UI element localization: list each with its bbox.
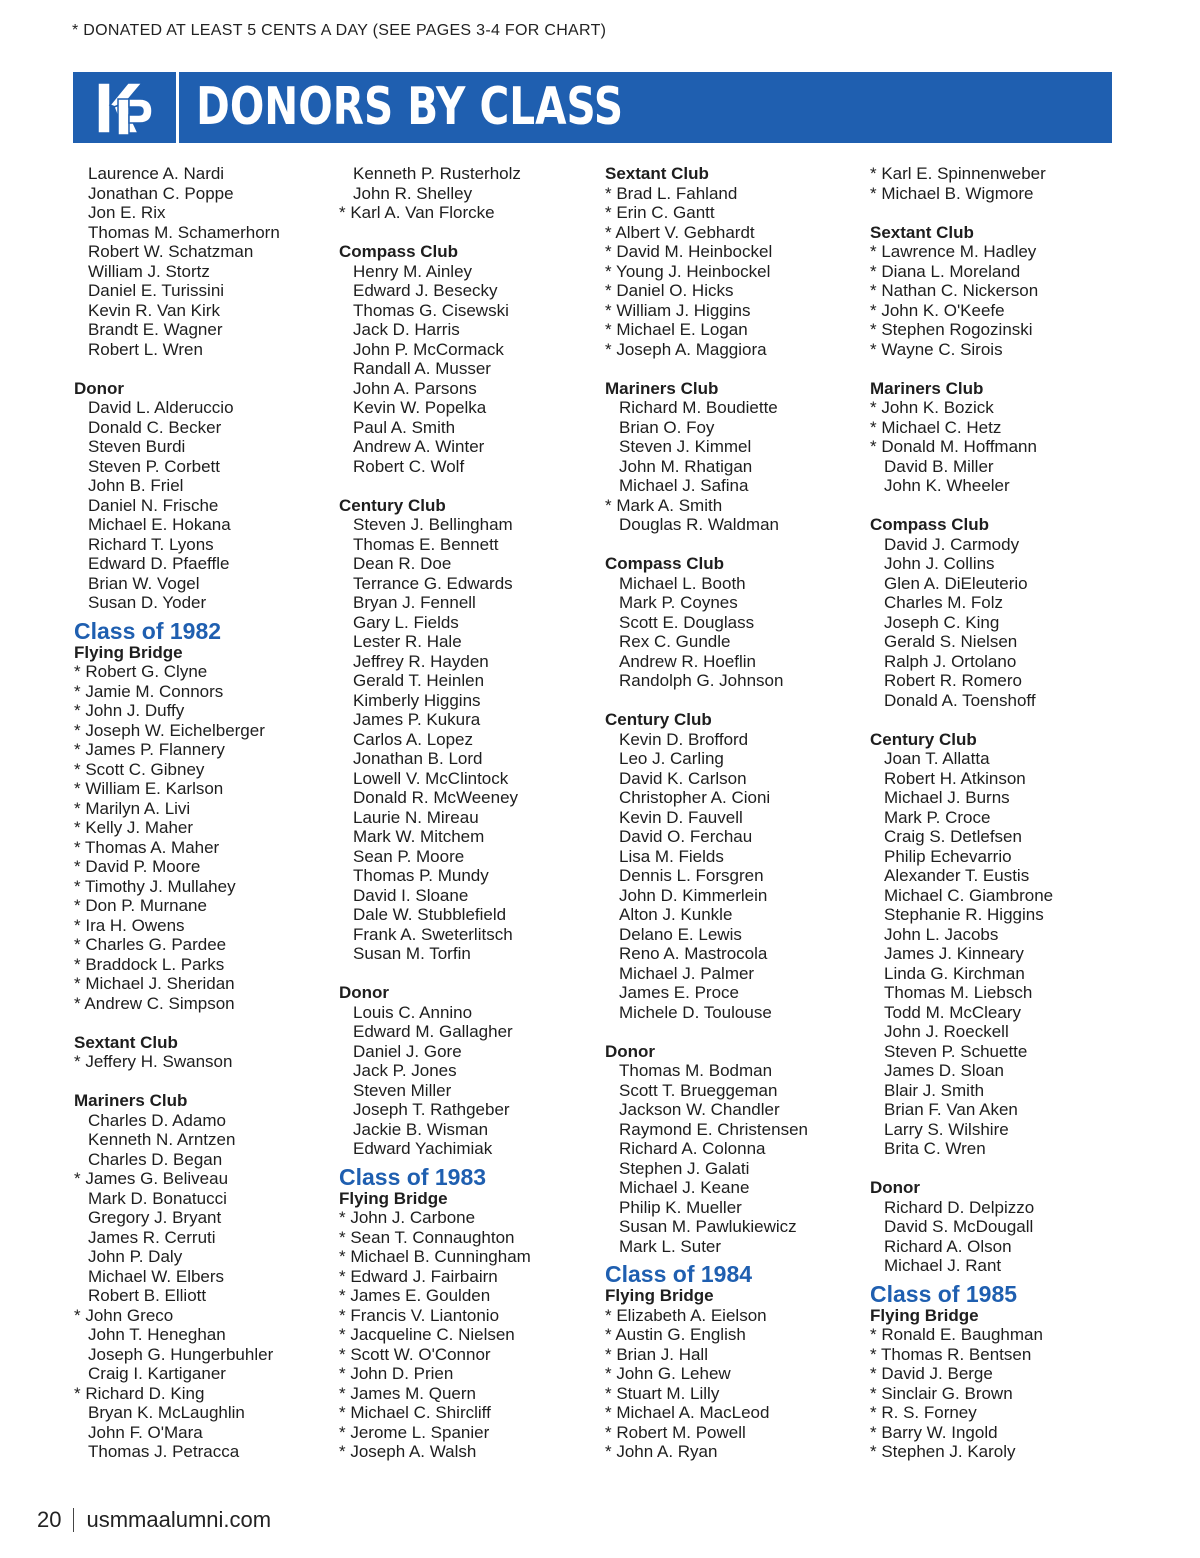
donor-name: Jonathan C. Poppe [88, 183, 234, 203]
donor-name: John T. Heneghan [88, 1325, 226, 1344]
donor-name: Laurie N. Mireau [353, 807, 479, 827]
page-title: DONORS BY CLASS [196, 77, 624, 137]
donor-name-starred: * Stuart M. Lilly [605, 1384, 863, 1404]
donor-name-starred: * Brad L. Fahland [605, 184, 863, 204]
donor-name-starred: * Robert G. Clyne [74, 662, 332, 682]
donor-name: Jack D. Harris [353, 320, 460, 339]
donor-name-starred: * Austin G. English [605, 1325, 863, 1345]
donor-name: Laurence A. Nardi [88, 164, 225, 183]
donor-name: John P. McCormack [353, 339, 504, 359]
donor-name: Robert H. Atkinson [884, 768, 1026, 788]
donor-name: Edward D. Pfaeffle [88, 554, 230, 573]
donor-name: Lisa M. Fields [619, 846, 724, 866]
donor-name-starred: * Barry W. Ingold [870, 1423, 1128, 1443]
donor-name: Michael C. Giambrone [884, 885, 1054, 905]
donor-name-starred: * James M. Quern [339, 1384, 597, 1404]
donor-name: Scott E. Douglass [619, 612, 755, 632]
donor-name-starred: * Ira H. Owens [74, 916, 332, 936]
column-4 [870, 164, 1128, 1462]
donor-name: David O. Ferchau [619, 827, 753, 846]
spacer [870, 203, 1128, 223]
donor-name: Richard M. Boudiette [619, 398, 778, 417]
donor-name: Mark P. Coynes [619, 593, 738, 612]
footer-site: usmmaalumni.com [86, 1507, 272, 1532]
donor-name: Michael L. Booth [619, 573, 746, 593]
donor-name: Joan T. Allatta [884, 749, 990, 768]
club-heading: Compass Club [605, 554, 725, 573]
donor-name: Gary L. Fields [353, 612, 459, 632]
donor-name: Jackie B. Wisman [353, 1119, 489, 1139]
donor-name: Blair J. Smith [884, 1080, 985, 1100]
donor-name: Rex C. Gundle [619, 632, 731, 651]
donor-name: Michael J. Burns [884, 788, 1010, 807]
donor-name: Richard A. Colonna [619, 1139, 766, 1158]
donor-name-starred: * Michael C. Hetz [870, 418, 1128, 438]
kp-logo-icon [94, 79, 156, 137]
donor-name: Kevin D. Fauvell [619, 807, 743, 827]
donor-name: Robert C. Wolf [353, 456, 465, 476]
donor-name: John J. Collins [884, 554, 995, 573]
donor-name: Christopher A. Cioni [619, 788, 771, 807]
donor-name: John F. O'Mara [88, 1422, 203, 1442]
donor-name: Susan D. Yoder [88, 593, 207, 612]
donor-name: James E. Proce [619, 983, 739, 1002]
class-heading: Class of 1984 [605, 1261, 753, 1287]
club-heading: Century Club [605, 710, 712, 729]
donor-name: Edward J. Besecky [353, 281, 498, 300]
donor-name-starred: * James P. Flannery [74, 740, 332, 760]
donor-name: Craig S. Detlefsen [884, 827, 1022, 846]
club-heading: Donor [339, 983, 390, 1002]
donor-name: Douglas R. Waldman [619, 515, 779, 534]
donor-name: Richard A. Olson [884, 1236, 1012, 1256]
donor-name: Donald C. Becker [88, 417, 222, 437]
donor-name-starred: * Kelly J. Maher [74, 818, 332, 838]
donor-name-starred: * Thomas R. Bentsen [870, 1345, 1128, 1365]
donor-name: John R. Shelley [353, 183, 473, 203]
donor-name-starred: * William J. Higgins [605, 301, 863, 321]
donor-name: David I. Sloane [353, 885, 469, 905]
donor-name: Michele D. Toulouse [619, 1002, 772, 1022]
donor-name-starred: * David M. Heinbockel [605, 242, 863, 262]
donor-name-starred: * Albert V. Gebhardt [605, 223, 863, 243]
spacer [605, 359, 863, 379]
donor-name: Lester R. Hale [353, 632, 462, 651]
donor-name: Stephen J. Galati [619, 1158, 750, 1178]
club-heading: Century Club [870, 729, 977, 749]
donor-name: Kevin R. Van Kirk [88, 300, 220, 320]
donor-name: Kenneth N. Arntzen [88, 1130, 236, 1149]
donor-name-starred: * Elizabeth A. Eielson [605, 1306, 863, 1326]
donor-name-starred: * Erin C. Gantt [605, 203, 863, 223]
donor-name-starred: * William E. Karlson [74, 779, 332, 799]
donor-name: Thomas P. Mundy [353, 866, 489, 885]
donor-name-starred: * Michael B. Wigmore [870, 184, 1128, 204]
donor-name-starred: * Young J. Heinbockel [605, 262, 863, 282]
class-heading: Class of 1983 [339, 1163, 487, 1190]
donor-name-starred: * Michael B. Cunningham [339, 1247, 597, 1267]
donor-name: Susan M. Pawlukiewicz [619, 1217, 797, 1236]
class-heading: Class of 1982 [74, 617, 222, 644]
column-2 [339, 164, 597, 1462]
donor-name-starred: * Jeffery H. Swanson [74, 1052, 332, 1072]
donor-name: Dean R. Doe [353, 554, 452, 573]
donor-name: Thomas M. Bodman [619, 1061, 773, 1080]
donor-name: John A. Parsons [353, 378, 477, 398]
club-heading: Flying Bridge [339, 1188, 448, 1208]
donor-name-starred: * Robert M. Powell [605, 1423, 863, 1443]
donor-name-starred: * Thomas A. Maher [74, 838, 332, 858]
club-heading: Mariners Club [74, 1091, 188, 1110]
donor-name: Steven Miller [353, 1080, 452, 1100]
donor-name-starred: * Mark A. Smith [605, 496, 863, 516]
donor-name: Daniel J. Gore [353, 1041, 462, 1061]
kp-logo [73, 72, 179, 143]
donor-name: Glen A. DiEleuterio [884, 573, 1028, 593]
club-heading: Flying Bridge [74, 642, 183, 662]
donor-name: Kenneth P. Rusterholz [353, 164, 521, 183]
donor-name-starred: * Stephen J. Karoly [870, 1442, 1128, 1462]
donor-name: David J. Carmody [884, 534, 1020, 554]
donor-name: Leo J. Carling [619, 749, 724, 768]
donor-name: Philip Echevarrio [884, 846, 1012, 866]
donor-name-starred: * John G. Lehew [605, 1364, 863, 1384]
donor-name: Robert L. Wren [88, 339, 203, 359]
column-1 [74, 164, 332, 1462]
donor-name: Craig I. Kartiganer [88, 1364, 226, 1383]
donor-name: Brian W. Vogel [88, 573, 200, 593]
donor-name: James P. Kukura [353, 710, 481, 729]
donor-name: Jonathan B. Lord [353, 749, 483, 768]
donor-name-starred: * David J. Berge [870, 1364, 1128, 1384]
donor-name-starred: * John A. Ryan [605, 1442, 863, 1462]
donor-name: Joseph G. Hungerbuhler [88, 1344, 274, 1364]
donor-name: Bryan K. McLaughlin [88, 1403, 245, 1422]
donor-name-starred: * John J. Carbone [339, 1208, 597, 1228]
donor-name: John M. Rhatigan [619, 456, 753, 476]
donor-name-starred: * Sean T. Connaughton [339, 1228, 597, 1248]
donor-name: Donald R. McWeeney [353, 788, 519, 807]
donor-name: Gerald T. Heinlen [353, 671, 485, 690]
club-heading: Flying Bridge [605, 1286, 714, 1305]
donor-name: Mark L. Suter [619, 1236, 722, 1256]
donor-name-starred: * Nathan C. Nickerson [870, 281, 1128, 301]
spacer [870, 359, 1128, 379]
donor-name: Robert W. Schatzman [88, 242, 254, 261]
donor-name: Philip K. Mueller [619, 1197, 742, 1217]
donor-name: Michael J. Palmer [619, 963, 755, 983]
club-heading: Century Club [339, 495, 446, 515]
page-number: 20 [37, 1507, 62, 1532]
donor-name-starred: * Michael E. Logan [605, 320, 863, 340]
donor-name: Dennis L. Forsgren [619, 866, 764, 885]
donor-name: Steven J. Kimmel [619, 437, 752, 456]
donor-name-starred: * Karl E. Spinnenweber [870, 164, 1128, 184]
donor-name: Alexander T. Eustis [884, 866, 1030, 885]
donor-name-starred: * Jerome L. Spanier [339, 1423, 597, 1443]
donor-name: Joseph T. Rathgeber [353, 1100, 510, 1119]
donor-name: Thomas M. Liebsch [884, 983, 1033, 1002]
club-heading: Sextant Club [74, 1032, 178, 1052]
donor-name-starred: * John K. O'Keefe [870, 301, 1128, 321]
donor-name: Jeffrey R. Hayden [353, 651, 489, 671]
spacer [870, 710, 1128, 730]
donor-name-starred: * Lawrence M. Hadley [870, 242, 1128, 262]
donor-name: Gregory J. Bryant [88, 1208, 222, 1227]
donor-name-starred: * James G. Beliveau [74, 1169, 332, 1189]
donor-name: Delano E. Lewis [619, 924, 742, 944]
donor-name: Edward Yachimiak [353, 1139, 493, 1158]
donor-name: Randolph G. Johnson [619, 671, 784, 690]
donor-name: Michael J. Keane [619, 1178, 750, 1197]
donor-name-starred: * Andrew C. Simpson [74, 994, 332, 1014]
donor-name: Steven P. Corbett [88, 456, 220, 476]
donor-name-starred: * Joseph W. Eichelberger [74, 721, 332, 741]
donor-name: Louis C. Annino [353, 1002, 473, 1022]
donor-name: Brian F. Van Aken [884, 1100, 1018, 1119]
donor-name: Frank A. Sweterlitsch [353, 924, 513, 944]
club-heading: Flying Bridge [870, 1305, 979, 1325]
spacer [605, 1022, 863, 1042]
donor-name: Robert R. Romero [884, 671, 1022, 690]
donor-name: Bryan J. Fennell [353, 593, 476, 612]
donor-name: Gerald S. Nielsen [884, 632, 1018, 651]
spacer [74, 1013, 332, 1033]
donor-name-starred: * R. S. Forney [870, 1403, 1128, 1423]
donor-name-starred: * Braddock L. Parks [74, 955, 332, 975]
donor-name-starred: * Charles G. Pardee [74, 935, 332, 955]
donor-name-starred: * John D. Prien [339, 1364, 597, 1384]
donor-name: Susan M. Torfin [353, 944, 471, 963]
donor-name: Richard D. Delpizzo [884, 1197, 1035, 1217]
donor-name: Lowell V. McClintock [353, 768, 509, 788]
donor-name-starred: * Joseph A. Walsh [339, 1442, 597, 1462]
donor-name: Sean P. Moore [353, 846, 465, 866]
donor-name: Alton J. Kunkle [619, 905, 733, 924]
club-heading: Sextant Club [870, 222, 974, 242]
donor-name: David S. McDougall [884, 1217, 1034, 1236]
donor-name: Mark D. Bonatucci [88, 1188, 227, 1208]
donor-name: Brandt E. Wagner [88, 320, 223, 339]
donor-name: James J. Kinneary [884, 944, 1024, 963]
donor-name: Reno A. Mastrocola [619, 944, 768, 963]
donor-name-starred: * Sinclair G. Brown [870, 1384, 1128, 1404]
spacer [870, 1159, 1128, 1179]
donor-name: John B. Friel [88, 476, 184, 495]
donor-name: Robert B. Elliott [88, 1286, 207, 1305]
donor-name: Andrew R. Hoeflin [619, 651, 757, 671]
donor-name-starred: * John J. Duffy [74, 701, 332, 721]
donor-name-starred: * Michael C. Shircliff [339, 1403, 597, 1423]
donor-name: Jackson W. Chandler [619, 1100, 780, 1119]
donor-name: James R. Cerruti [88, 1227, 216, 1247]
donor-name: Donald A. Toenshoff [884, 690, 1036, 710]
donor-name: John K. Wheeler [884, 476, 1010, 495]
donor-name: Michael E. Hokana [88, 515, 231, 534]
donor-name: Paul A. Smith [353, 417, 456, 437]
donor-name: John P. Daly [88, 1247, 183, 1266]
spacer [605, 535, 863, 555]
donor-name-starred: * Jacqueline C. Nielsen [339, 1325, 597, 1345]
donor-name: David K. Carlson [619, 768, 747, 788]
donor-name: William J. Stortz [88, 261, 210, 281]
club-heading: Donor [870, 1178, 921, 1197]
donor-name: Mark W. Mitchem [353, 827, 485, 846]
donor-name: Steven J. Bellingham [353, 515, 513, 534]
donor-name: Raymond E. Christensen [619, 1119, 808, 1139]
donor-name: Stephanie R. Higgins [884, 905, 1044, 924]
donor-name: Charles D. Began [88, 1149, 223, 1169]
donor-name-starred: * James E. Goulden [339, 1286, 597, 1306]
donor-name: Thomas E. Bennett [353, 534, 499, 554]
club-heading: Compass Club [339, 242, 459, 261]
donor-name: Andrew A. Winter [353, 437, 485, 456]
donor-name: Terrance G. Edwards [353, 573, 513, 593]
donor-name: John J. Roeckell [884, 1022, 1009, 1041]
donor-name: Michael J. Rant [884, 1256, 1002, 1275]
donor-name: James D. Sloan [884, 1061, 1004, 1080]
donor-name-starred: * Donald M. Hoffmann [870, 437, 1128, 457]
donor-name: Jon E. Rix [88, 203, 166, 222]
donor-name-starred: * Stephen Rogozinski [870, 320, 1128, 340]
donor-name: Thomas M. Schamerhorn [88, 222, 280, 242]
donor-name: Brita C. Wren [884, 1139, 986, 1158]
column-3 [605, 164, 863, 1462]
donor-name-starred: * Brian J. Hall [605, 1345, 863, 1365]
footer-divider [73, 1508, 74, 1532]
donor-name-starred: * Daniel O. Hicks [605, 281, 863, 301]
spacer [870, 496, 1128, 516]
donor-name: Mark P. Croce [884, 807, 991, 827]
donor-name: Todd M. McCleary [884, 1002, 1021, 1022]
donor-name: David B. Miller [884, 456, 994, 476]
donor-name: Joseph C. King [884, 612, 1000, 632]
donor-name-starred: * Michael A. MacLeod [605, 1403, 863, 1423]
donor-name-starred: * Ronald E. Baughman [870, 1325, 1128, 1345]
spacer [74, 1072, 332, 1092]
donor-name: Brian O. Foy [619, 417, 715, 437]
donor-name-starred: * Scott W. O'Connor [339, 1345, 597, 1365]
donor-name: Dale W. Stubblefield [353, 905, 507, 924]
donor-name: Steven P. Schuette [884, 1041, 1028, 1061]
page-footer [37, 1507, 271, 1533]
spacer [74, 359, 332, 379]
donor-name-starred: * Jamie M. Connors [74, 682, 332, 702]
spacer [339, 964, 597, 984]
class-heading: Class of 1985 [870, 1280, 1018, 1307]
donor-name-starred: * Michael J. Sheridan [74, 974, 332, 994]
donor-name: John L. Jacobs [884, 924, 999, 944]
donor-name-starred: * Timothy J. Mullahey [74, 877, 332, 897]
donor-name: Larry S. Wilshire [884, 1119, 1009, 1139]
donor-name: Steven Burdi [88, 437, 186, 456]
spacer [339, 223, 597, 243]
club-heading: Sextant Club [605, 164, 709, 183]
donor-name-starred: * Edward J. Fairbairn [339, 1267, 597, 1287]
donor-name-starred: * John K. Bozick [870, 398, 1128, 418]
donor-name-starred: * Don P. Murnane [74, 896, 332, 916]
donor-name-starred: * Joseph A. Maggiora [605, 340, 863, 360]
club-heading: Mariners Club [870, 378, 984, 398]
spacer [339, 476, 597, 496]
donor-name: Charles D. Adamo [88, 1110, 226, 1130]
club-heading: Donor [74, 378, 125, 398]
donor-name: Randall A. Musser [353, 359, 491, 378]
donor-name: Thomas J. Petracca [88, 1442, 240, 1461]
donor-name: Henry M. Ainley [353, 261, 473, 281]
club-heading: Compass Club [870, 515, 990, 534]
donor-name: Ralph J. Ortolano [884, 651, 1017, 671]
donor-name-starred: * Scott C. Gibney [74, 760, 332, 780]
donor-name: Michael J. Safina [619, 476, 749, 495]
donor-name: Kevin W. Popelka [353, 398, 487, 417]
donor-name: Scott T. Brueggeman [619, 1080, 778, 1100]
donor-name: John D. Kimmerlein [619, 885, 768, 905]
donor-name: Kimberly Higgins [353, 690, 481, 710]
donor-name: Kevin D. Brofford [619, 729, 749, 749]
club-heading: Donor [605, 1041, 656, 1061]
donor-name: Michael W. Elbers [88, 1266, 225, 1286]
donor-name-starred: * Diana L. Moreland [870, 262, 1128, 282]
title-banner [73, 72, 1112, 143]
spacer [605, 691, 863, 711]
club-heading: Mariners Club [605, 378, 719, 398]
donor-name-starred: * Karl A. Van Florcke [339, 203, 597, 223]
donor-name: Jack P. Jones [353, 1061, 457, 1080]
donor-name-starred: * Francis V. Liantonio [339, 1306, 597, 1326]
donor-name: Edward M. Gallagher [353, 1022, 513, 1041]
donor-name: Daniel N. Frische [88, 495, 219, 515]
donor-name-starred: * John Greco [74, 1306, 332, 1326]
donor-name-starred: * Richard D. King [74, 1384, 332, 1404]
donor-name-starred: * Wayne C. Sirois [870, 340, 1128, 360]
donor-name: Richard T. Lyons [88, 534, 214, 554]
donor-name: Daniel E. Turissini [88, 281, 225, 300]
donor-name: Charles M. Folz [884, 593, 1004, 612]
donor-name-starred: * Marilyn A. Livi [74, 799, 332, 819]
donor-name: David L. Alderuccio [88, 398, 234, 417]
donor-name-starred: * David P. Moore [74, 857, 332, 877]
donor-name: Linda G. Kirchman [884, 963, 1025, 983]
header-note: * DONATED AT LEAST 5 CENTS A DAY (SEE PAGES 3-4 FOR CHART) [72, 22, 607, 39]
donor-name: Carlos A. Lopez [353, 729, 474, 749]
donor-name: Thomas G. Cisewski [353, 300, 509, 320]
